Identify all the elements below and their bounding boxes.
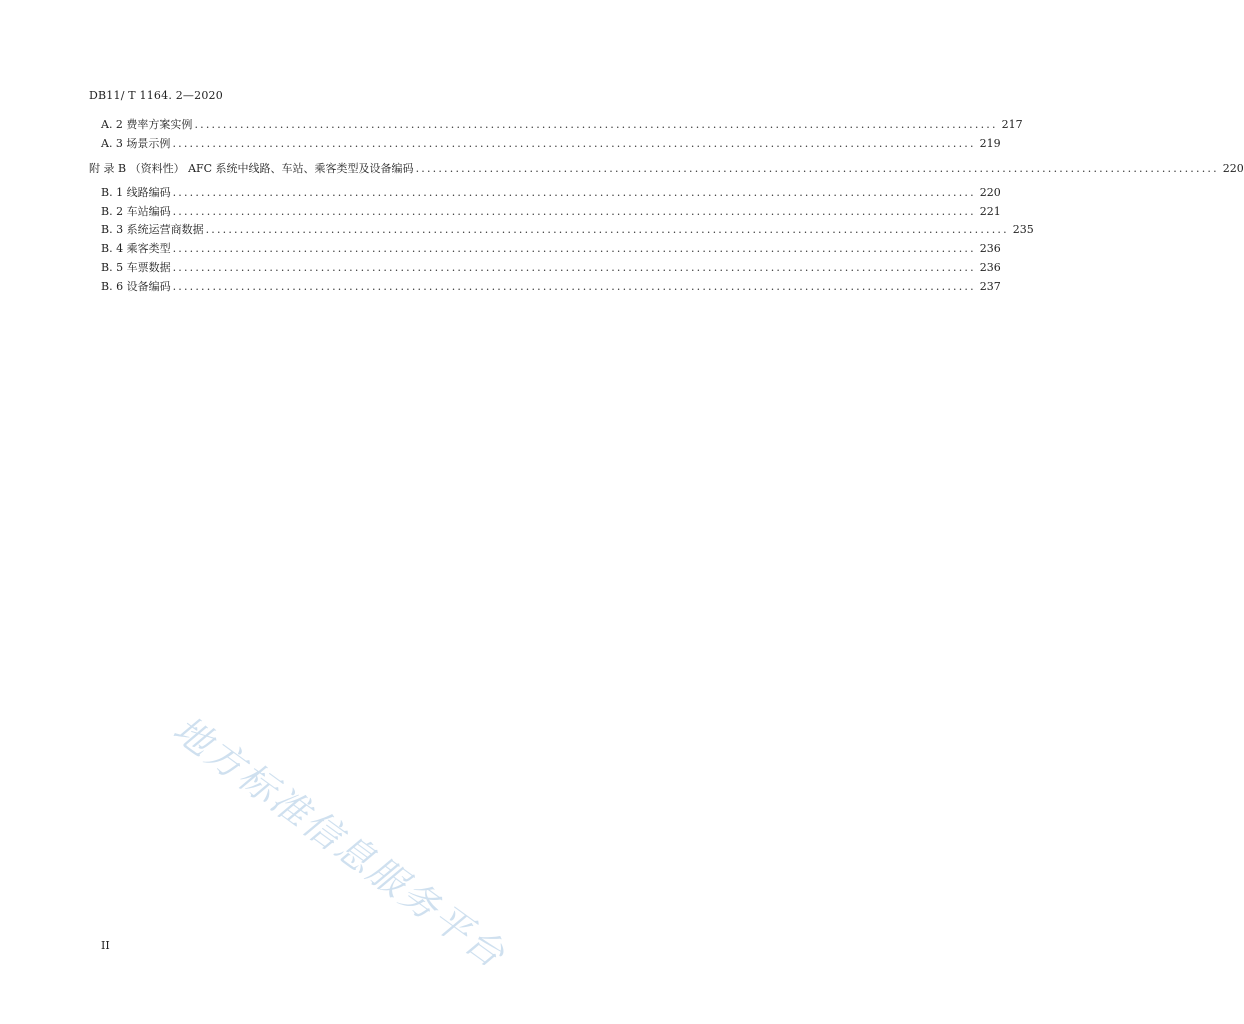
- toc-leader-dots: .............................................................................................................................................: [172, 261, 976, 274]
- toc-leader-dots: .............................................................................................................................................: [172, 242, 976, 255]
- toc-entry-b4[interactable]: [101, 241, 1001, 257]
- toc-entry-page: 236: [979, 261, 1001, 274]
- toc-entry-page: 217: [1001, 118, 1023, 131]
- toc-entry-page: 237: [979, 280, 1001, 293]
- toc-entry-b5[interactable]: [101, 260, 1001, 276]
- toc-entry-a2[interactable]: [101, 117, 1023, 133]
- toc-leader-dots: .............................................................................................................................................: [172, 280, 976, 293]
- toc-entry-appendix-b[interactable]: [89, 161, 1244, 177]
- toc-entry-label: 附 录 B （资料性） AFC 系统中线路、车站、乘客类型及设备编码: [89, 162, 414, 175]
- watermark-text: 地方标准信息服务平台: [165, 707, 515, 978]
- toc-leader-dots: .............................................................................................................................................: [172, 186, 976, 199]
- toc-entry-page: 220: [1222, 162, 1244, 175]
- toc-entry-label: B. 6 设备编码: [101, 280, 171, 293]
- toc-leader-dots: .............................................................................................................................................: [194, 118, 998, 131]
- toc-entry-b3[interactable]: [101, 222, 1034, 238]
- toc-entry-label: B. 2 车站编码: [101, 205, 171, 218]
- toc-leader-dots: .............................................................................................................................................: [415, 162, 1219, 175]
- toc-entry-page: 236: [979, 242, 1001, 255]
- toc-entry-label: B. 1 线路编码: [101, 186, 171, 199]
- toc-entry-label: A. 2 费率方案实例: [101, 118, 193, 131]
- toc-entry-label: A. 3 场景示例: [101, 137, 171, 150]
- toc-leader-dots: .............................................................................................................................................: [205, 223, 1009, 236]
- toc-entry-b1[interactable]: [101, 185, 1001, 201]
- toc-entry-page: 220: [979, 186, 1001, 199]
- toc-entry-label: B. 3 系统运营商数据: [101, 223, 204, 236]
- toc-entry-page: 221: [979, 205, 1001, 218]
- toc-entry-page: 219: [979, 137, 1001, 150]
- document-code-header: DB11/ T 1164. 2—2020: [89, 89, 223, 102]
- toc-entry-label: B. 4 乘客类型: [101, 242, 171, 255]
- toc-entry-b2[interactable]: [101, 204, 1001, 220]
- toc-entry-page: 235: [1012, 223, 1034, 236]
- toc-leader-dots: .............................................................................................................................................: [172, 137, 976, 150]
- toc-entry-a3[interactable]: [101, 136, 1001, 152]
- page-number: II: [101, 939, 110, 952]
- toc-leader-dots: .............................................................................................................................................: [172, 205, 976, 218]
- toc-entry-b6[interactable]: [101, 279, 1001, 295]
- toc-entry-label: B. 5 车票数据: [101, 261, 171, 274]
